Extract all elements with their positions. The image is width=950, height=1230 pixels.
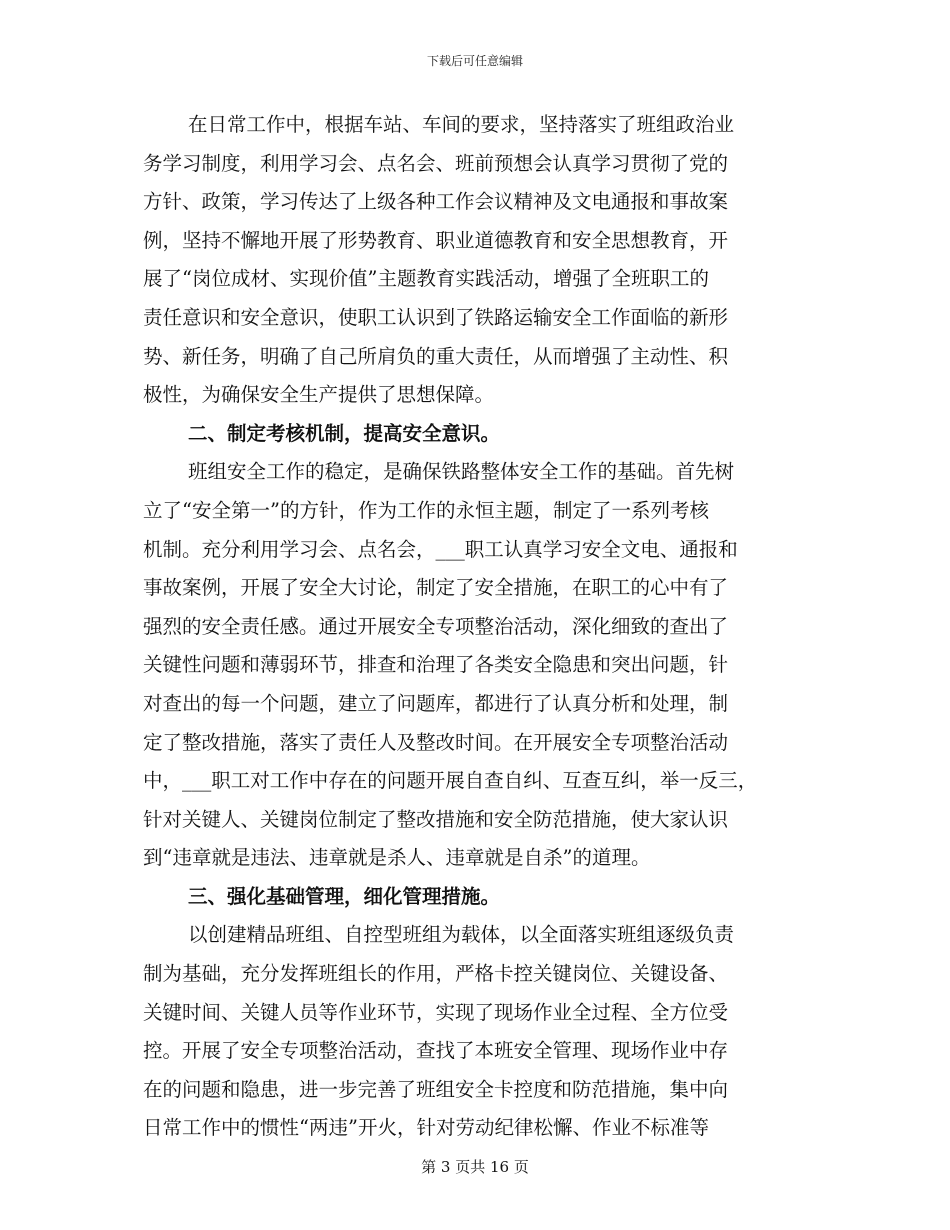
document-body <box>143 106 808 1148</box>
paragraph-line: 事故案例，开展了安全大讨论，制定了安全措施，在职工的心中有了 <box>143 576 729 600</box>
paragraph-line: 控。开展了安全专项整治活动，查找了本班安全管理、现场作业中存 <box>143 1039 729 1063</box>
page-header: 下载后可任意编辑 <box>426 54 523 68</box>
paragraph-line: 中，___职工对工作中存在的问题开展自查自纠、互查互纠，举一反三， <box>143 769 758 793</box>
page-footer: 第 3 页共 16 页 <box>421 1158 529 1176</box>
section-heading: 二、制定考核机制，提高安全意识。 <box>188 421 501 445</box>
paragraph-line: 在日常工作中，根据车站、车间的要求，坚持落实了班组政治业 <box>188 113 735 136</box>
paragraph-line: 日常工作中的惯性“两违”开火，针对劳动纪律松懈、作业不标准等 <box>143 1116 709 1140</box>
paragraph-line: 机制。充分利用学习会、点名会，___职工认真学习安全文电、通报和 <box>143 537 738 561</box>
paragraph-line: 针对关键人、关键岗位制定了整改措施和安全防范措施，使大家认识 <box>143 807 729 831</box>
section-heading: 三、强化基础管理，细化管理措施。 <box>188 884 501 908</box>
paragraph-line: 方针、政策，学习传达了上级各种工作会议精神及文电通报和事故案 <box>143 190 729 214</box>
paragraph-line: 极性，为确保安全生产提供了思想保障。 <box>143 383 495 407</box>
paragraph-line: 到“违章就是违法、违章就是杀人、违章就是自杀”的道理。 <box>143 846 651 870</box>
paragraph-line: 强烈的安全责任感。通过开展安全专项整治活动，深化细致的查出了 <box>143 614 729 638</box>
paragraph-line: 责任意识和安全意识，使职工认识到了铁路运输安全工作面临的新形 <box>143 305 729 329</box>
paragraph-line: 定了整改措施，落实了责任人及整改时间。在开展安全专项整治活动 <box>143 730 729 754</box>
paragraph-line: 务学习制度，利用学习会、点名会、班前预想会认真学习贯彻了党的 <box>143 151 729 175</box>
paragraph-line: 关键性问题和薄弱环节，排查和治理了各类安全隐患和突出问题，针 <box>143 653 729 677</box>
paragraph-line: 展了“岗位成材、实现价值”主题教育实践活动，增强了全班职工的 <box>143 267 709 291</box>
paragraph-line: 关键时间、关键人员等作业环节，实现了现场作业全过程、全方位受 <box>143 1000 729 1024</box>
paragraph-line: 例，坚持不懈地开展了形势教育、职业道德教育和安全思想教育，开 <box>143 228 729 252</box>
paragraph-line: 势、新任务，明确了自己所肩负的重大责任，从而增强了主动性、积 <box>143 344 729 368</box>
paragraph-line: 立了“安全第一”的方针，作为工作的永恒主题，制定了一系列考核 <box>143 498 709 522</box>
paragraph-line: 班组安全工作的稳定，是确保铁路整体安全工作的基础。首先树 <box>188 460 735 484</box>
paragraph-line: 对查出的每一个问题，建立了问题库，都进行了认真分析和处理，制 <box>143 691 729 715</box>
paragraph-line: 以创建精品班组、自控型班组为载体，以全面落实班组逐级负责 <box>188 923 735 947</box>
paragraph-line: 在的问题和隐患，进一步完善了班组安全卡控度和防范措施，集中向 <box>143 1077 729 1101</box>
paragraph-line: 制为基础，充分发挥班组长的作用，严格卡控关键岗位、关键设备、 <box>143 962 729 986</box>
